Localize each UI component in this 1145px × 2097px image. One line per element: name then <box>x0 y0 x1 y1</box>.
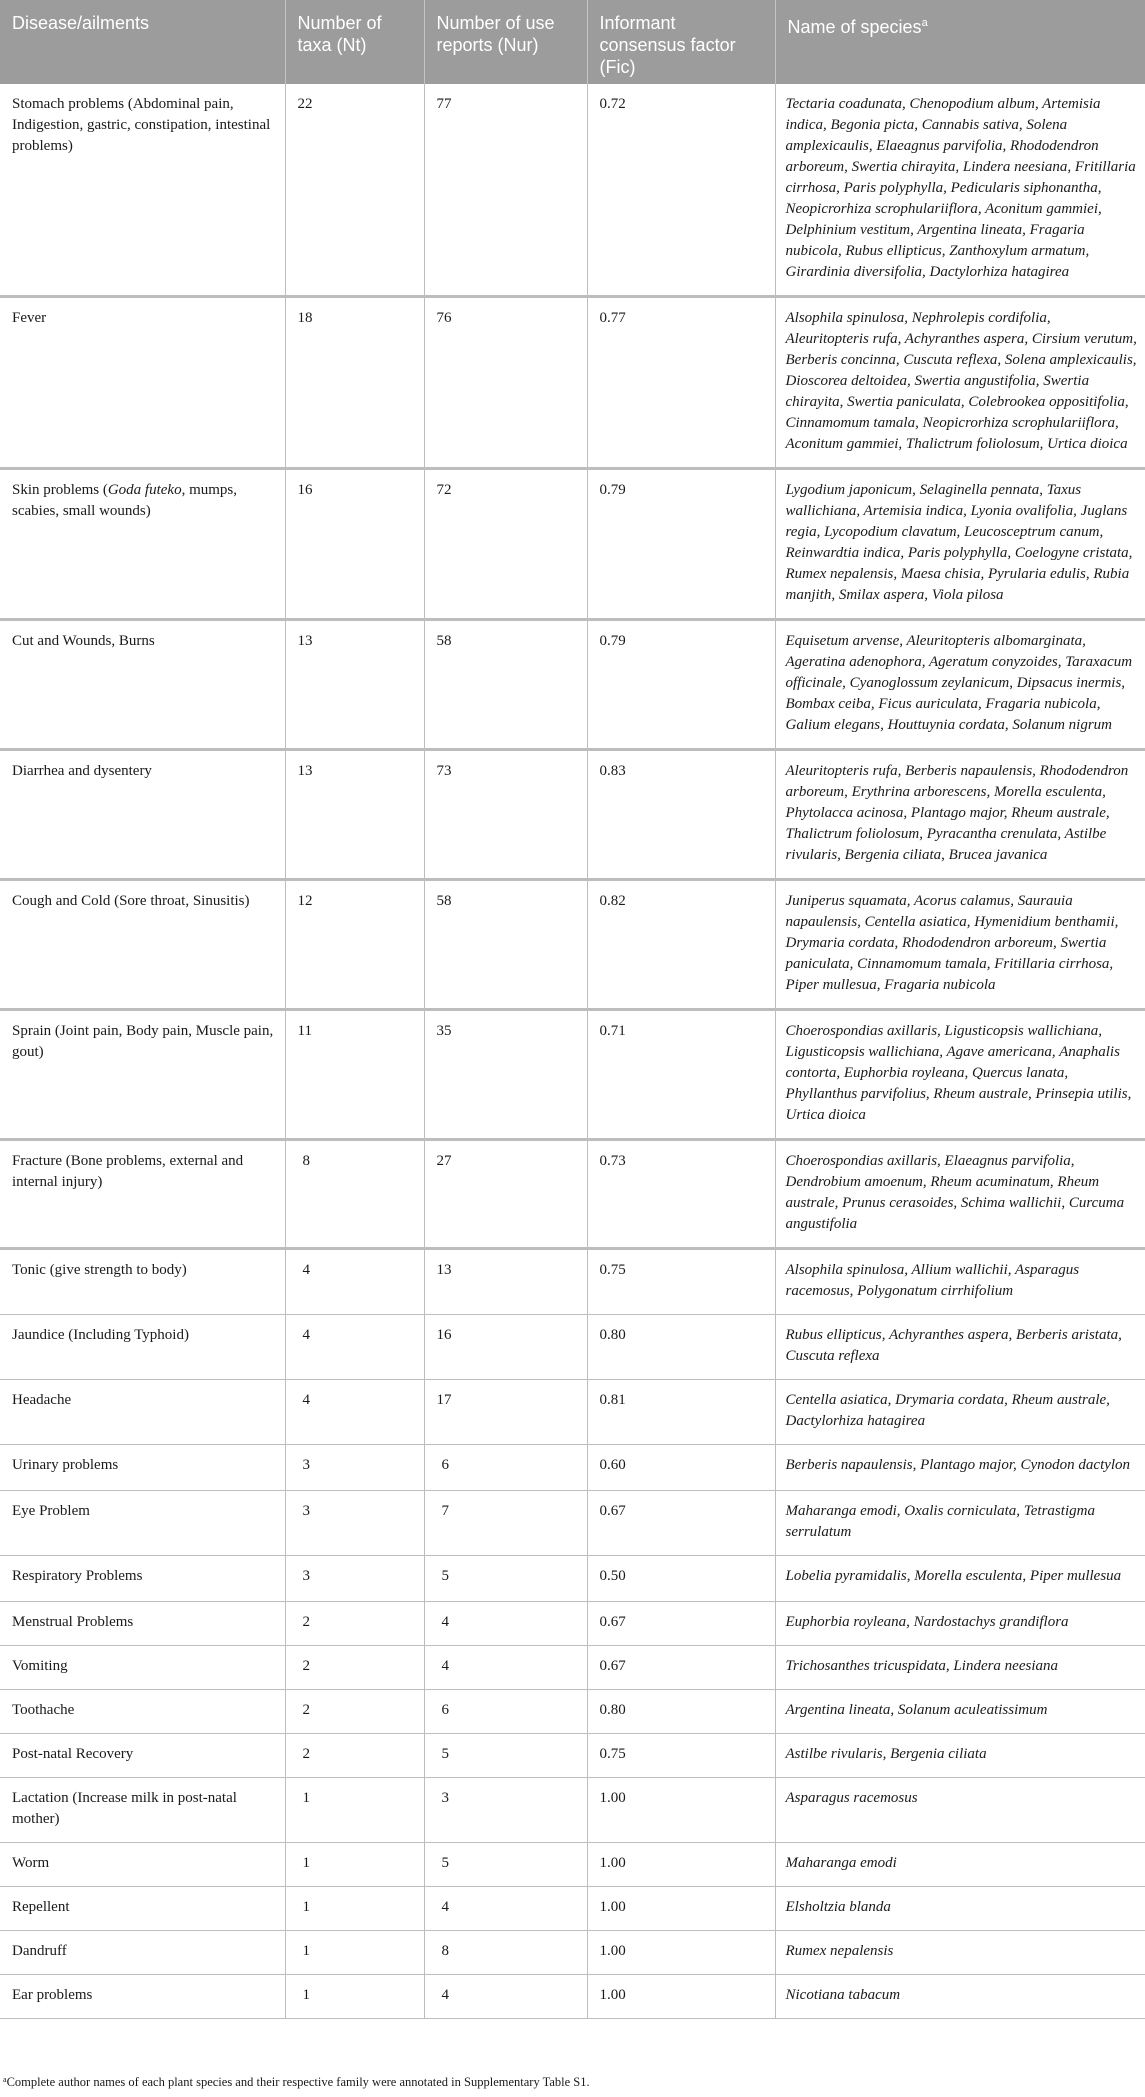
cell-disease <box>0 469 285 620</box>
cell-fic: 0.77 <box>587 297 775 469</box>
cell-nt: 8 <box>285 1140 424 1249</box>
cell-species: Rubus ellipticus, Achyranthes aspera, Berberis aristata, Cuscuta reflexa <box>775 1315 1145 1380</box>
cell-nur: 73 <box>424 750 587 880</box>
cell-disease: Fever <box>0 297 285 469</box>
table-row <box>0 750 1145 880</box>
cell-nur: 4 <box>424 1887 587 1931</box>
cell-species: Equisetum arvense, Aleuritopteris albomarginata, Ageratina adenophora, Ageratum conyzoides, Taraxacum officinale, Cyanoglossum zeylanicum, Dipsacus inermis, Bombax ceiba, Ficus auriculata, Fragaria nubicola, Galium elegans, Houttuynia cordata, Solanum nigrum <box>775 620 1145 750</box>
cell-nur: 3 <box>424 1778 587 1843</box>
cell-nt: 22 <box>285 84 424 297</box>
cell-nt: 1 <box>285 1843 424 1887</box>
cell-fic: 0.82 <box>587 880 775 1010</box>
cell-species: Juniperus squamata, Acorus calamus, Saurauia napaulensis, Centella asiatica, Hymenidium benthamii, Drymaria cordata, Rhododendron arboreum, Swertia paniculata, Cinnamomum tamala, Fritillaria cirrhosa, Piper mullesua, Fragaria nubicola <box>775 880 1145 1010</box>
cell-nur: 16 <box>424 1315 587 1380</box>
table-row <box>0 1975 1145 2019</box>
cell-nt: 13 <box>285 750 424 880</box>
cell-species: Alsophila spinulosa, Nephrolepis cordifolia, Aleuritopteris rufa, Achyranthes aspera, Cirsium verutum, Berberis concinna, Cuscuta reflexa, Solena amplexicaulis, Dioscorea deltoidea, Swertia angustifolia, Swertia chirayita, Swertia paniculata, Colebrookea oppositifolia, Cinnamomum tamala, Neopicrorhiza scrophulariiflora, Aconitum gammiei, Thalictrum foliolosum, Urtica dioica <box>775 297 1145 469</box>
cell-fic: 0.67 <box>587 1602 775 1646</box>
cell-species: Maharanga emodi, Oxalis corniculata, Tetrastigma serrulatum <box>775 1491 1145 1556</box>
table-row <box>0 1249 1145 1315</box>
cell-fic: 1.00 <box>587 1778 775 1843</box>
cell-nur: 58 <box>424 880 587 1010</box>
disease-text: Skin problems ( <box>12 482 108 498</box>
cell-fic: 0.75 <box>587 1249 775 1315</box>
header-species <box>775 0 1145 84</box>
cell-species: Nicotiana tabacum <box>775 1975 1145 2019</box>
table-row <box>0 1931 1145 1975</box>
cell-nur: 72 <box>424 469 587 620</box>
cell-fic: 0.73 <box>587 1140 775 1249</box>
cell-nt: 1 <box>285 1887 424 1931</box>
cell-fic: 0.60 <box>587 1445 775 1491</box>
cell-disease: Eye Problem <box>0 1491 285 1556</box>
cell-disease: Headache <box>0 1380 285 1445</box>
table-row <box>0 1778 1145 1843</box>
table-row <box>0 84 1145 297</box>
cell-nur: 13 <box>424 1249 587 1315</box>
cell-fic: 0.75 <box>587 1734 775 1778</box>
cell-species: Maharanga emodi <box>775 1843 1145 1887</box>
table-row <box>0 469 1145 620</box>
cell-nt: 3 <box>285 1491 424 1556</box>
table-row <box>0 1690 1145 1734</box>
cell-species: Centella asiatica, Drymaria cordata, Rheum australe, Dactylorhiza hatagirea <box>775 1380 1145 1445</box>
cell-species: Choerospondias axillaris, Ligusticopsis wallichiana, Ligusticopsis wallichiana, Agave americana, Anaphalis contorta, Euphorbia royleana, Quercus lanata, Phyllanthus parvifolius, Rheum australe, Prinsepia utilis, Urtica dioica <box>775 1010 1145 1140</box>
cell-nur: 5 <box>424 1843 587 1887</box>
cell-disease: Post-natal Recovery <box>0 1734 285 1778</box>
cell-disease: Worm <box>0 1843 285 1887</box>
cell-fic: 1.00 <box>587 1843 775 1887</box>
table-row <box>0 1380 1145 1445</box>
cell-disease: Menstrual Problems <box>0 1602 285 1646</box>
cell-disease: Cough and Cold (Sore throat, Sinusitis) <box>0 880 285 1010</box>
cell-species: Elsholtzia blanda <box>775 1887 1145 1931</box>
cell-nur: 7 <box>424 1491 587 1556</box>
table-row <box>0 1491 1145 1556</box>
cell-nt: 2 <box>285 1646 424 1690</box>
disease-text: , mumps, scabies, small wounds) <box>12 482 238 519</box>
cell-nt: 1 <box>285 1778 424 1843</box>
cell-fic: 0.83 <box>587 750 775 880</box>
cell-nur: 4 <box>424 1975 587 2019</box>
cell-nt: 4 <box>285 1380 424 1445</box>
cell-fic: 0.50 <box>587 1556 775 1602</box>
cell-nur: 58 <box>424 620 587 750</box>
cell-nt: 3 <box>285 1445 424 1491</box>
cell-disease: Tonic (give strength to body) <box>0 1249 285 1315</box>
cell-fic: 0.67 <box>587 1491 775 1556</box>
cell-nt: 2 <box>285 1690 424 1734</box>
cell-disease: Repellent <box>0 1887 285 1931</box>
cell-nt: 3 <box>285 1556 424 1602</box>
cell-species: Lygodium japonicum, Selaginella pennata, Taxus wallichiana, Artemisia indica, Lyonia ovalifolia, Juglans regia, Lycopodium clavatum, Leucosceptrum canum, Reinwardtia indica, Paris polyphylla, Coelogyne cristata, Rumex nepalensis, Maesa chisia, Pyrularia edulis, Rubia manjith, Smilax aspera, Viola pilosa <box>775 469 1145 620</box>
cell-fic: 1.00 <box>587 1975 775 2019</box>
cell-nur: 27 <box>424 1140 587 1249</box>
table-row <box>0 1315 1145 1380</box>
cell-species: Argentina lineata, Solanum aculeatissimum <box>775 1690 1145 1734</box>
cell-disease: Lactation (Increase milk in post-natal mother) <box>0 1778 285 1843</box>
cell-nt: 18 <box>285 297 424 469</box>
table-row <box>0 1010 1145 1140</box>
cell-fic: 0.80 <box>587 1690 775 1734</box>
cell-species: Alsophila spinulosa, Allium wallichii, Asparagus racemosus, Polygonatum cirrhifolium <box>775 1249 1145 1315</box>
cell-disease: Stomach problems (Abdominal pain, Indigestion, gastric, constipation, intestinal problems) <box>0 84 285 297</box>
cell-disease: Toothache <box>0 1690 285 1734</box>
cell-nt: 1 <box>285 1975 424 2019</box>
cell-nur: 17 <box>424 1380 587 1445</box>
header-nt: Number of taxa (Nt) <box>285 0 424 84</box>
cell-species: Aleuritopteris rufa, Berberis napaulensis, Rhododendron arboreum, Erythrina arborescens, Morella esculenta, Phytolacca acinosa, Plantago major, Rheum australe, Thalictrum foliolosum, Pyracantha crenulata, Astilbe rivularis, Bergenia ciliata, Brucea javanica <box>775 750 1145 880</box>
table-row <box>0 1887 1145 1931</box>
table-footnote <box>3 2072 590 2090</box>
cell-disease: Jaundice (Including Typhoid) <box>0 1315 285 1380</box>
header-fic: Informant consensus factor (Fic) <box>587 0 775 84</box>
cell-disease: Cut and Wounds, Burns <box>0 620 285 750</box>
cell-species: Astilbe rivularis, Bergenia ciliata <box>775 1734 1145 1778</box>
cell-fic: 0.72 <box>587 84 775 297</box>
cell-nur: 8 <box>424 1931 587 1975</box>
table-row <box>0 1646 1145 1690</box>
cell-nt: 1 <box>285 1931 424 1975</box>
footnote-marker: a <box>3 2075 7 2084</box>
cell-nur: 4 <box>424 1602 587 1646</box>
table-header-row <box>0 0 1145 84</box>
cell-fic: 0.71 <box>587 1010 775 1140</box>
header-nur: Number of use reports (Nur) <box>424 0 587 84</box>
cell-nur: 6 <box>424 1690 587 1734</box>
cell-species: Asparagus racemosus <box>775 1778 1145 1843</box>
cell-nur: 5 <box>424 1734 587 1778</box>
cell-nur: 76 <box>424 297 587 469</box>
table-row <box>0 1843 1145 1887</box>
cell-nur: 6 <box>424 1445 587 1491</box>
cell-nt: 2 <box>285 1602 424 1646</box>
cell-species: Lobelia pyramidalis, Morella esculenta, Piper mullesua <box>775 1556 1145 1602</box>
cell-nt: 13 <box>285 620 424 750</box>
cell-species: Choerospondias axillaris, Elaeagnus parvifolia, Dendrobium amoenum, Rheum acuminatum, Rheum australe, Prunus cerasoides, Schima wallichii, Curcuma angustifolia <box>775 1140 1145 1249</box>
cell-disease: Dandruff <box>0 1931 285 1975</box>
cell-nur: 35 <box>424 1010 587 1140</box>
cell-species: Trichosanthes tricuspidata, Lindera neesiana <box>775 1646 1145 1690</box>
cell-species: Tectaria coadunata, Chenopodium album, Artemisia indica, Begonia picta, Cannabis sativa, Solena amplexicaulis, Elaeagnus parvifolia, Rhododendron arboreum, Swertia chirayita, Lindera neesiana, Fritillaria cirrhosa, Paris polyphylla, Pedicularis siphonantha, Neopicrorhiza scrophulariiflora, Aconitum gammiei, Delphinium vestitum, Argentina lineata, Fragaria nubicola, Rubus ellipticus, Zanthoxylum armatum, Girardinia diversifolia, Dactylorhiza hatagirea <box>775 84 1145 297</box>
table-row <box>0 1140 1145 1249</box>
header-disease: Disease/ailments <box>0 0 285 84</box>
cell-fic: 0.79 <box>587 620 775 750</box>
cell-nt: 4 <box>285 1249 424 1315</box>
cell-disease: Fracture (Bone problems, external and internal injury) <box>0 1140 285 1249</box>
cell-fic: 1.00 <box>587 1887 775 1931</box>
cell-nt: 16 <box>285 469 424 620</box>
cell-fic: 1.00 <box>587 1931 775 1975</box>
cell-nt: 2 <box>285 1734 424 1778</box>
cell-fic: 0.81 <box>587 1380 775 1445</box>
table-row <box>0 620 1145 750</box>
footnote-text: Complete author names of each plant species and their respective family were annotated in Supplementary Table S1. <box>6 2075 590 2089</box>
table-row <box>0 1734 1145 1778</box>
cell-disease: Diarrhea and dysentery <box>0 750 285 880</box>
cell-nt: 11 <box>285 1010 424 1140</box>
table-row <box>0 1556 1145 1602</box>
cell-nt: 12 <box>285 880 424 1010</box>
cell-nt: 4 <box>285 1315 424 1380</box>
cell-nur: 5 <box>424 1556 587 1602</box>
table-row <box>0 1602 1145 1646</box>
cell-nur: 77 <box>424 84 587 297</box>
cell-species: Euphorbia royleana, Nardostachys grandiflora <box>775 1602 1145 1646</box>
cell-disease: Vomiting <box>0 1646 285 1690</box>
cell-fic: 0.79 <box>587 469 775 620</box>
cell-disease: Respiratory Problems <box>0 1556 285 1602</box>
table-row <box>0 880 1145 1010</box>
header-species-label: Name of species <box>787 17 922 37</box>
table-row <box>0 297 1145 469</box>
cell-nur: 4 <box>424 1646 587 1690</box>
table-row <box>0 1445 1145 1491</box>
cell-fic: 0.67 <box>587 1646 775 1690</box>
cell-species: Rumex nepalensis <box>775 1931 1145 1975</box>
cell-fic: 0.80 <box>587 1315 775 1380</box>
disease-local-name: Goda futeko <box>107 482 182 498</box>
cell-disease: Ear problems <box>0 1975 285 2019</box>
header-species-footnote-marker: a <box>921 17 928 29</box>
cell-species: Berberis napaulensis, Plantago major, Cynodon dactylon <box>775 1445 1145 1491</box>
cell-disease: Urinary problems <box>0 1445 285 1491</box>
cell-disease: Sprain (Joint pain, Body pain, Muscle pain, gout) <box>0 1010 285 1140</box>
